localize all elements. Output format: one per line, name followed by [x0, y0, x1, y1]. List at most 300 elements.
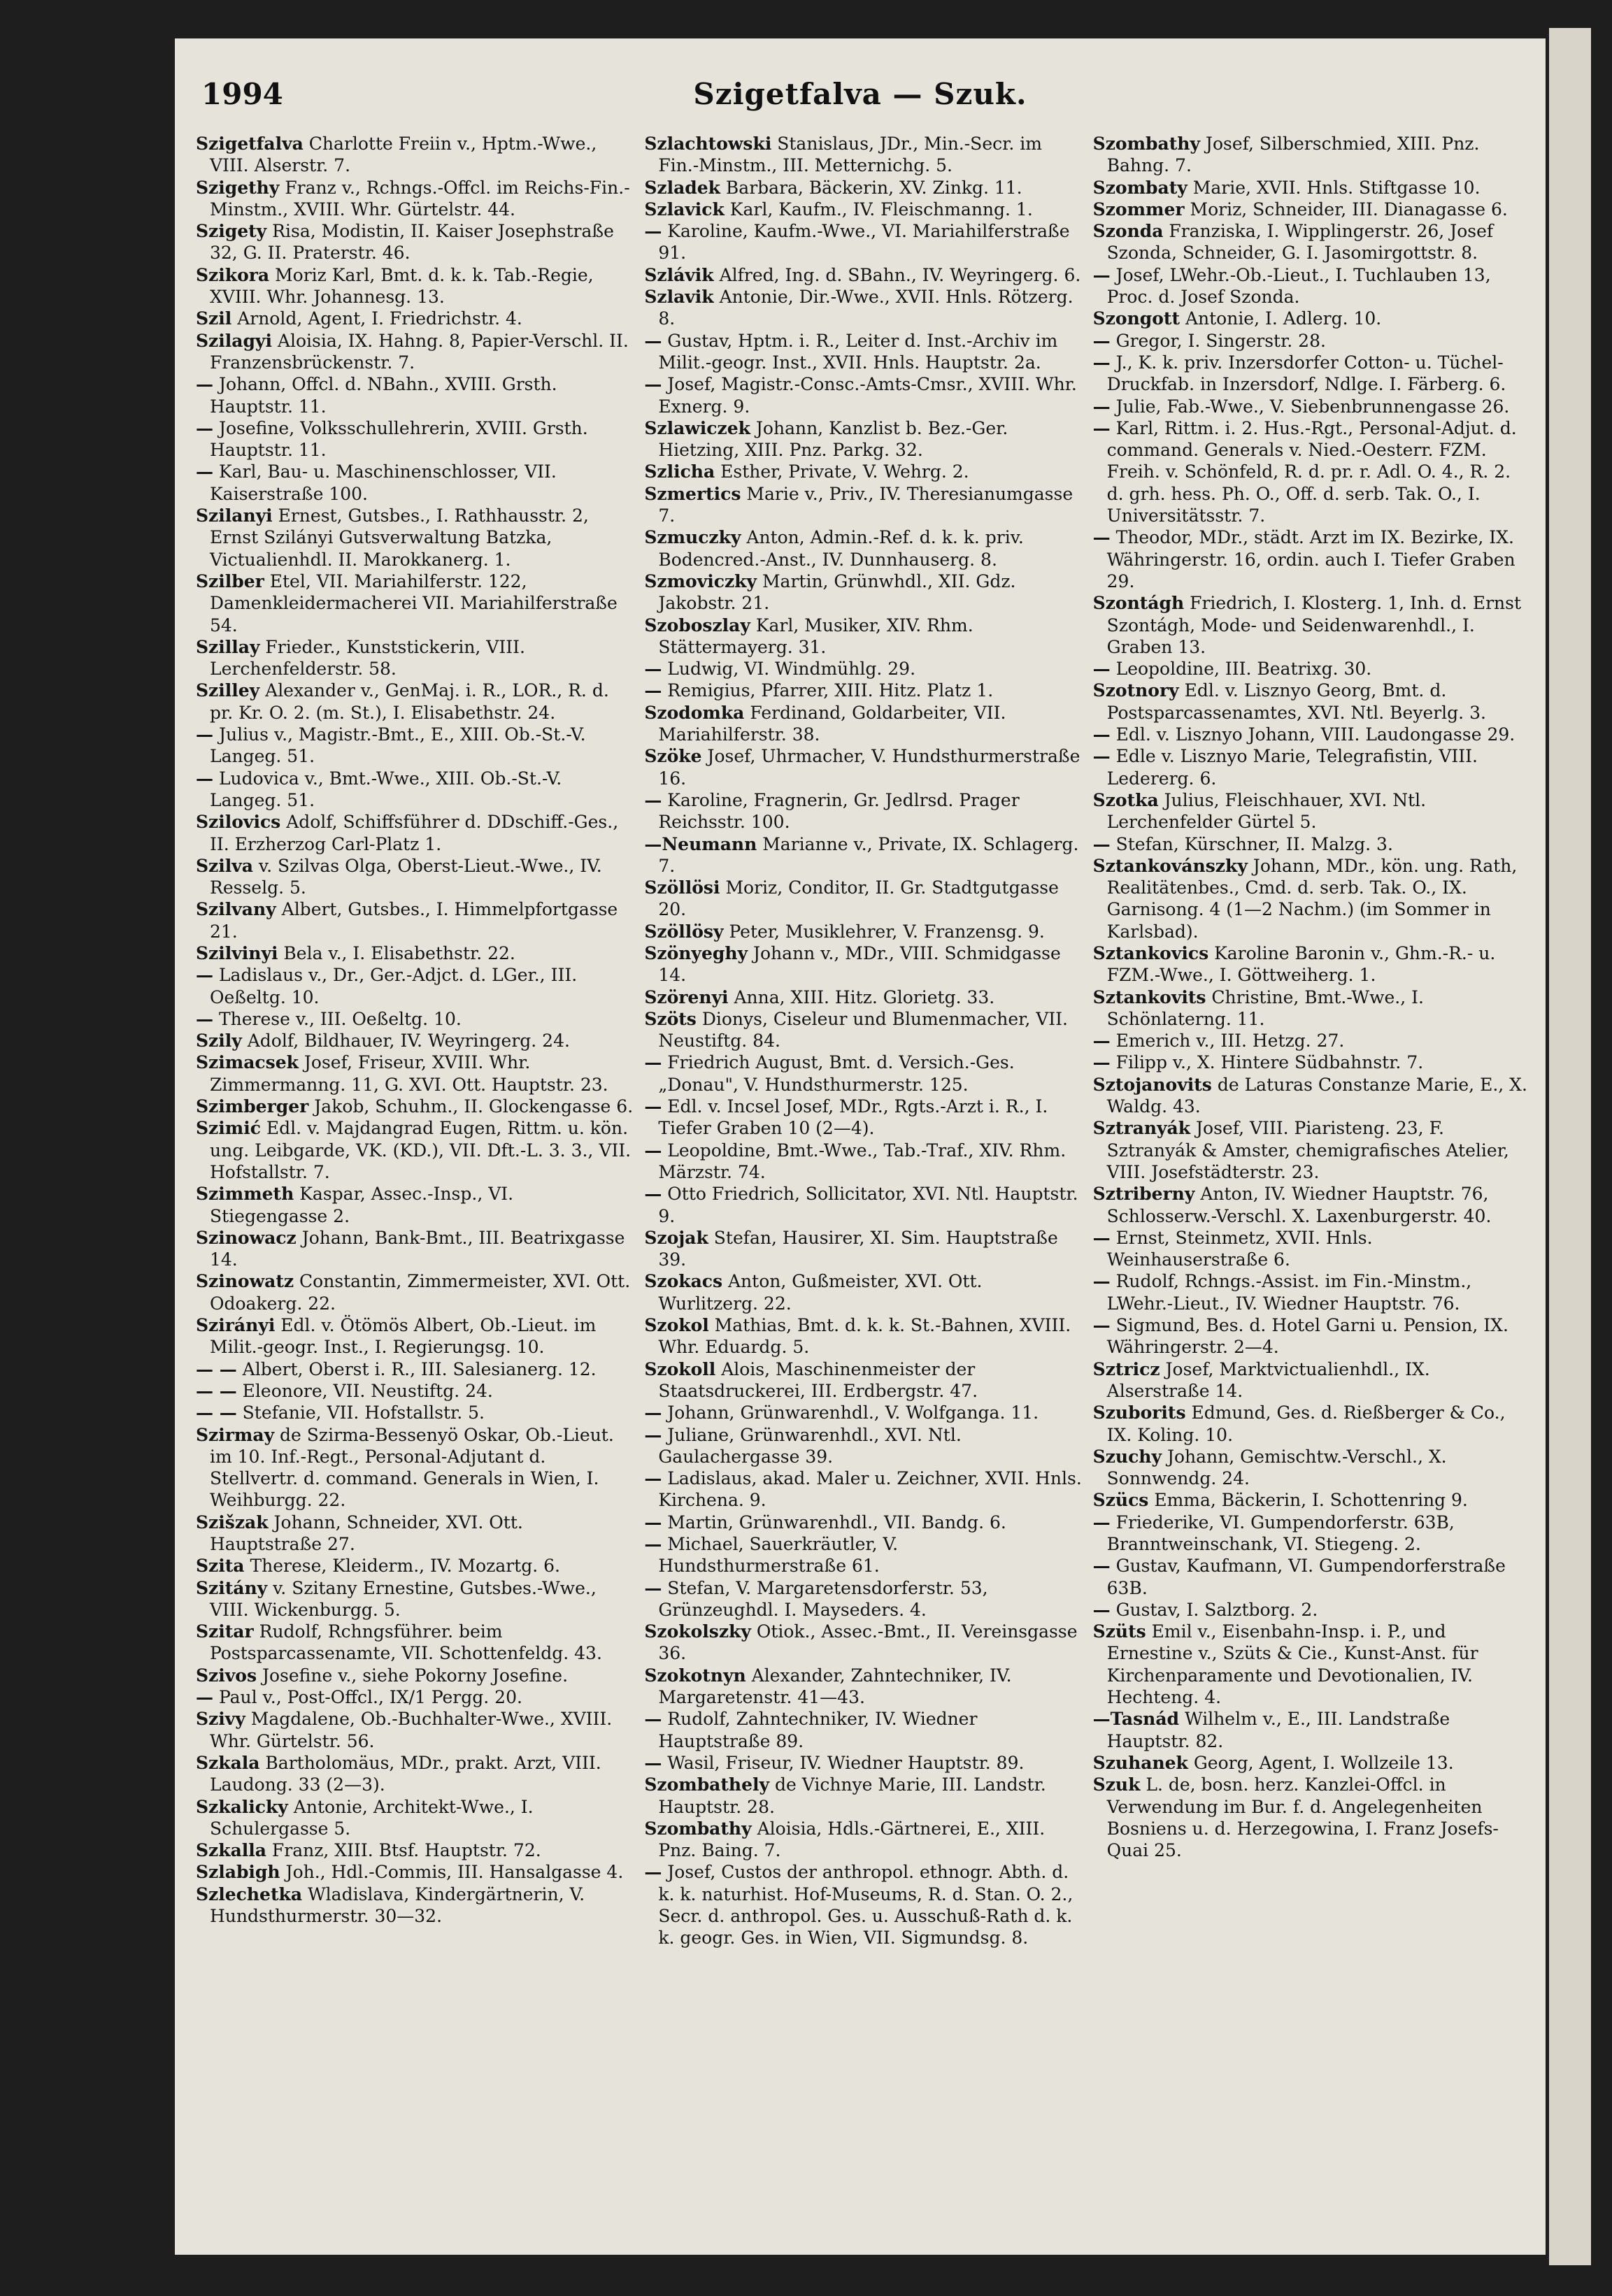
entry-details: Josef, Magistr.-Consc.-Amts-Cmsr., XVIII. Whr. Exnerg. 9. — [658, 374, 1077, 417]
entry-details: Anton, Admin.-Ref. d. k. k. priv. Bodencred.-Anst., IV. Dunnhauserg. 8. — [658, 527, 1024, 570]
entry-details: Moriz, Schneider, III. Dianagasse 6. — [1184, 199, 1508, 220]
entry-name: — — [196, 1008, 213, 1029]
entry-name: Szokol — [644, 1315, 709, 1336]
entry-name: — — [1092, 1599, 1111, 1620]
entry-details: Karl, Musiker, XIV. Rhm. Stättermayerg. 31. — [658, 615, 973, 657]
entry-name: — — [1092, 1315, 1111, 1336]
directory-entry — [1093, 1752, 1532, 1774]
entry-details: Josef, Friseur, XVIII. Whr. Zimmermanng. 11, G. XVI. Ott. Hauptstr. 23. — [210, 1052, 608, 1095]
entry-name: — — [644, 1184, 662, 1205]
page-number: 1994 — [201, 77, 283, 111]
entry-name: — — [1092, 1031, 1111, 1052]
entry-details: Edl. v. Majdangrad Eugen, Rittm. u. kön. ung. Leibgarde, VK. (KD.), VII. Dft.-L. 3. 3., VII. Hofstallstr. 7. — [210, 1118, 632, 1182]
entry-details: Therese v., III. Oeßeltg. 10. — [213, 1008, 462, 1029]
entry-details: Bartholomäus, MDr., prakt. Arzt, VIII. Laudong. 33 (2—3). — [210, 1752, 601, 1795]
entry-details: Gustav, I. Salztborg. 2. — [1110, 1599, 1318, 1620]
entry-details: Josef, Silberschmied, XIII. Pnz. Bahng. 7. — [1106, 134, 1480, 176]
entry-name: — — [1092, 396, 1111, 417]
directory-entry — [644, 877, 1083, 921]
directory-entry — [644, 658, 1083, 680]
entry-details: Mathias, Bmt. d. k. k. St.-Bahnen, XVIII. Whr. Eduardg. 5. — [658, 1315, 1071, 1358]
entry-details: Alexander, Zahntechniker, IV. Margaretenstr. 41—43. — [658, 1665, 1012, 1708]
entry-name: Szonda — [1092, 221, 1164, 242]
entry-name: — — [644, 1096, 662, 1117]
directory-entry — [1093, 199, 1532, 220]
directory-entry — [1093, 1117, 1532, 1183]
entry-details: Stefan, V. Margaretensdorferstr. 53, Grünzeughdl. I. Mayseders. 4. — [658, 1577, 988, 1620]
entry-details: Julius v., Magistr.-Bmt., E., XIII. Ob.-St.-V. Langeg. 51. — [210, 724, 586, 767]
directory-entry — [196, 1380, 634, 1402]
entry-name: Szinowacz — [196, 1227, 297, 1248]
directory-entry — [644, 986, 1083, 1008]
directory-entry — [1093, 658, 1532, 680]
entry-name: Szlachtowski — [644, 134, 772, 154]
directory-entry — [644, 1621, 1083, 1665]
directory-entry — [644, 483, 1083, 527]
directory-entry — [644, 417, 1083, 461]
directory-entry — [644, 1008, 1083, 1052]
entry-details: Ladislaus, akad. Maler u. Zeichner, XVII. Hnls. Kirchena. 9. — [658, 1468, 1082, 1511]
entry-details: Edle v. Lisznyo Marie, Telegrafistin, VIII. Ledererg. 6. — [1106, 746, 1478, 789]
directory-entry — [196, 177, 634, 221]
directory-entry — [1093, 352, 1532, 396]
directory-entry — [644, 1358, 1083, 1402]
entry-name: Szmuczky — [644, 527, 741, 548]
entry-details: Antonie, I. Adlerg. 10. — [1180, 308, 1382, 329]
entry-name: Szillay — [196, 636, 260, 657]
directory-entry — [644, 1424, 1083, 1468]
entry-details: Marie, XVII. Hnls. Stiftgasse 10. — [1187, 177, 1481, 198]
entry-details: Karl, Kaufm., IV. Fleischmanng. 1. — [724, 199, 1033, 220]
directory-entry — [644, 921, 1083, 942]
entry-details: Johann, Kanzlist b. Bez.-Ger. Hietzing, XIII. Pnz. Parkg. 32. — [658, 417, 1008, 461]
directory-entry — [196, 264, 634, 308]
entry-name: Szombaty — [1092, 177, 1187, 198]
entry-details: Edl. v. Incsel Josef, MDr., Rgts.-Arzt i. R., I. Tiefer Graben 10 (2—4). — [658, 1096, 1048, 1139]
directory-entry — [644, 1052, 1083, 1096]
entry-name: Szimacsek — [196, 1052, 299, 1073]
directory-entry — [196, 1621, 634, 1665]
entry-name: — — [644, 221, 662, 242]
entry-name: Szilovics — [196, 812, 281, 833]
entry-name: — — — [196, 1402, 237, 1423]
directory-entry — [1093, 526, 1532, 592]
directory-entry — [1093, 1446, 1532, 1490]
entry-name: — — [644, 1752, 662, 1773]
directory-entry — [644, 1183, 1083, 1227]
entry-details: Rudolf, Zahntechniker, IV. Wiedner Hauptstraße 89. — [658, 1709, 978, 1751]
directory-entry — [644, 833, 1083, 877]
directory-entry — [1093, 724, 1532, 745]
entry-name: Szilber — [196, 571, 264, 591]
directory-entry — [196, 1839, 634, 1861]
directory-entry — [196, 133, 634, 177]
entry-details: Johann, Gemischtw.-Verschl., X. Sonnwendg. 24. — [1106, 1446, 1447, 1489]
entry-name: Szigetfalva — [196, 134, 304, 154]
directory-entry — [196, 942, 634, 964]
text-columns — [196, 133, 1532, 2213]
entry-details: Leopoldine, Bmt.-Wwe., Tab.-Traf., XIV. Rhm. Märzstr. 74. — [658, 1140, 1067, 1182]
directory-entry — [196, 855, 634, 899]
entry-details: Martin, Grünwarenhdl., VII. Bandg. 6. — [662, 1512, 1006, 1533]
directory-entry — [1093, 592, 1532, 658]
entry-details: Friederike, VI. Gumpendorferstr. 63B, Branntweinschank, VI. Stiegeng. 2. — [1106, 1512, 1455, 1554]
entry-details: Edmund, Ges. d. Rießberger & Co., IX. Koling. 10. — [1106, 1402, 1506, 1445]
entry-name: Szokolszky — [644, 1621, 751, 1642]
column-middle — [644, 133, 1083, 2213]
entry-name: Szotka — [1092, 789, 1159, 810]
entry-details: de Vichnye Marie, III. Landstr. Hauptstr. 28. — [658, 1774, 1046, 1817]
entry-name: — — [644, 1512, 662, 1533]
directory-entry — [196, 1796, 634, 1840]
directory-entry — [644, 1314, 1083, 1358]
directory-entry — [644, 1270, 1083, 1314]
entry-name: — — [644, 1709, 662, 1730]
entry-details: v. Szitany Ernestine, Gutsbes.-Wwe., VIII. Wickenburgg. 5. — [210, 1577, 597, 1620]
entry-name: — — [644, 789, 662, 810]
entry-details: Franz v., Rchngs.-Offcl. im Reichs-Fin.-Minstm., XVIII. Whr. Gürtelstr. 44. — [210, 177, 630, 220]
entry-details: Moriz Karl, Bmt. d. k. k. Tab.-Regie, XVIII. Whr. Johannesg. 13. — [210, 264, 594, 308]
directory-entry — [196, 1861, 634, 1883]
entry-details: Karoline, Kaufm.-Wwe., VI. Mariahilferstraße 91. — [658, 221, 1070, 264]
entry-name: Szišzak — [196, 1512, 269, 1533]
entry-name: Szlávik — [644, 264, 714, 285]
entry-name: Szuborits — [1092, 1402, 1186, 1423]
entry-name: Szlavik — [644, 287, 714, 308]
entry-details: Otiok., Assec.-Bmt., II. Vereinsgasse 36. — [658, 1621, 1078, 1664]
entry-details: Arnold, Agent, I. Friedrichstr. 4. — [231, 308, 522, 329]
entry-name: Szüts — [1092, 1621, 1146, 1642]
directory-entry — [1093, 986, 1532, 1031]
entry-name: — — [644, 1052, 662, 1073]
entry-name: Szöllösy — [644, 921, 724, 942]
directory-entry — [644, 526, 1083, 571]
entry-details: Wilhelm v., E., III. Landstraße Hauptstr. 82. — [1106, 1709, 1450, 1751]
entry-details: Ladislaus v., Dr., Ger.-Adjct. d. LGer., III. Oeßeltg. 10. — [210, 965, 578, 1007]
directory-entry — [1093, 1708, 1532, 1752]
entry-details: Johann, Grünwarenhdl., V. Wolfganga. 11. — [662, 1402, 1039, 1423]
entry-details: Dionys, Ciseleur und Blumenmacher, VII. Neustiftg. 84. — [658, 1008, 1068, 1052]
entry-details: Josefine v., siehe Pokorny Josefine. — [257, 1665, 569, 1686]
directory-entry — [1093, 396, 1532, 417]
entry-name: — — [1092, 724, 1111, 745]
directory-entry — [1093, 1074, 1532, 1118]
directory-entry — [1093, 833, 1532, 855]
entry-details: Josefine, Volksschullehrerin, XVIII. Grsth. Hauptstr. 11. — [210, 417, 588, 461]
entry-details: Gregor, I. Singerstr. 28. — [1110, 330, 1326, 351]
entry-details: Josef, LWehr.-Ob.-Lieut., I. Tuchlauben 13, Proc. d. Josef Szonda. — [1106, 264, 1491, 308]
entry-name: — — [644, 1534, 662, 1554]
entry-name: Szimmeth — [196, 1184, 294, 1205]
entry-name: Szombathy — [1092, 134, 1200, 154]
entry-details: Christine, Bmt.-Wwe., I. Schönlaterng. 11. — [1106, 986, 1424, 1029]
entry-name: — — [644, 330, 662, 351]
entry-name: — — [644, 1424, 662, 1445]
directory-entry — [644, 133, 1083, 177]
directory-entry — [1093, 1358, 1532, 1402]
entry-details: Jakob, Schuhm., II. Glockengasse 6. — [308, 1096, 634, 1117]
entry-name: Sztranyák — [1092, 1118, 1191, 1139]
directory-entry — [1093, 1030, 1532, 1052]
directory-entry — [644, 1468, 1083, 1512]
entry-name: — — [1092, 417, 1111, 438]
directory-entry — [644, 1533, 1083, 1577]
entry-details: Anton, IV. Wiedner Hauptstr. 76, Schlosserw.-Verschl. X. Laxenburgerstr. 40. — [1106, 1184, 1492, 1226]
directory-entry — [196, 768, 634, 812]
entry-name: Szörenyi — [644, 986, 729, 1007]
directory-entry — [1093, 1270, 1532, 1314]
entry-name: Sztankovánszky — [1092, 855, 1248, 876]
entry-name: Szlawiczek — [644, 417, 750, 438]
entry-details: Friedrich August, Bmt. d. Versich.-Ges. „Donau", V. Hundsthurmerstr. 125. — [658, 1052, 1015, 1095]
directory-entry — [644, 615, 1083, 659]
directory-entry — [644, 1402, 1083, 1423]
directory-entry — [196, 417, 634, 461]
directory-entry — [644, 1708, 1083, 1752]
directory-entry — [196, 505, 634, 571]
entry-details: Georg, Agent, I. Wollzeile 13. — [1187, 1752, 1454, 1773]
entry-name: — — — [196, 1358, 237, 1379]
entry-name: — — [644, 1402, 662, 1423]
directory-entry — [644, 373, 1083, 417]
entry-name: Sztricz — [1092, 1358, 1160, 1379]
directory-entry — [196, 461, 634, 505]
entry-name: Szimić — [196, 1118, 261, 1139]
entry-details: Karoline Baronin v., Ghm.-R.- u. FZM.-Wwe., I. Göttweiherg. 1. — [1106, 942, 1496, 986]
entry-details: Michael, Sauerkräutler, V. Hundsthurmerstraße 61. — [658, 1534, 899, 1577]
entry-name: Szuhanek — [1092, 1752, 1188, 1773]
entry-details: Josef, Uhrmacher, V. Hundsthurmerstraße 16. — [658, 746, 1080, 789]
entry-name: Szöke — [644, 746, 702, 767]
directory-entry — [644, 1752, 1083, 1774]
entry-name: Szotnory — [1092, 680, 1179, 701]
entry-details: Edl. v. Lisznyo Georg, Bmt. d. Postsparcassenamtes, XVI. Ntl. Beyerlg. 3. — [1106, 680, 1486, 723]
entry-name: Szigety — [196, 221, 267, 242]
entry-details: Ludovica v., Bmt.-Wwe., XIII. Ob.-St.-V. Langeg. 51. — [210, 768, 562, 810]
entry-name: Szladek — [644, 177, 720, 198]
entry-details: Martin, Grünwhdl., XII. Gdz. Jakobstr. 21. — [658, 571, 1016, 614]
entry-details: Gustav, Kaufmann, VI. Gumpendorferstraße 63B. — [1106, 1556, 1506, 1598]
entry-details: Therese, Kleiderm., IV. Mozartg. 6. — [244, 1556, 560, 1577]
entry-name: — — [1092, 1271, 1111, 1292]
entry-details: Eleonore, VII. Neustiftg. 24. — [236, 1380, 493, 1401]
entry-name: Szkalicky — [196, 1796, 288, 1817]
directory-entry — [1093, 1183, 1532, 1227]
entry-name: — — [1092, 527, 1111, 548]
entry-details: Bela v., I. Elisabethstr. 22. — [278, 942, 515, 963]
entry-name: Szigethy — [196, 177, 280, 198]
entry-name: — — — [196, 1380, 237, 1401]
directory-entry — [644, 702, 1083, 746]
directory-entry — [1093, 1314, 1532, 1358]
entry-details: Otto Friedrich, Sollicitator, XVI. Ntl. Hauptstr. 9. — [658, 1184, 1078, 1226]
entry-details: Frieder., Kunststickerin, VIII. Lerchenfelderstr. 58. — [210, 636, 525, 680]
entry-name: Szoboszlay — [644, 615, 750, 636]
entry-name: Sztriberny — [1092, 1184, 1195, 1205]
entry-name: Szily — [196, 1031, 242, 1052]
directory-entry — [196, 1512, 634, 1556]
directory-entry — [644, 220, 1083, 264]
entry-details: Juliane, Grünwarenhdl., XVI. Ntl. Gaulachergasse 39. — [658, 1424, 962, 1467]
directory-entry — [196, 1030, 634, 1052]
directory-entry — [1093, 1052, 1532, 1073]
entry-name: Szlabigh — [196, 1862, 280, 1883]
directory-entry — [1093, 177, 1532, 199]
directory-entry — [196, 1314, 634, 1358]
entry-details: Ludwig, VI. Windmühlg. 29. — [662, 659, 916, 680]
directory-entry — [196, 898, 634, 942]
entry-details: Karl, Rittm. i. 2. Hus.-Rgt., Personal-Adjut. d. command. Generals v. Nied.-Oesterr. FZM. Freih. v. Schönfeld, R. d. pr. r. Adl. O. 4., R. 2. d. grh. hess. Ph. O., Off. d. serb. Tak. O., I. Universitätsstr. 7. — [1106, 417, 1517, 526]
entry-details: Emma, Bäckerin, I. Schottenring 9. — [1148, 1490, 1468, 1511]
entry-name: — — [1092, 264, 1111, 285]
directory-entry — [644, 177, 1083, 199]
entry-name: — — [1092, 352, 1111, 373]
entry-name: Szongott — [1092, 308, 1181, 329]
entry-name: Szojak — [644, 1227, 708, 1248]
directory-entry — [196, 373, 634, 417]
entry-name: Sztojanovits — [1092, 1074, 1212, 1095]
entry-name: — — [1092, 1227, 1111, 1248]
entry-details: Alois, Maschinenmeister der Staatsdruckerei, III. Erdbergstr. 47. — [658, 1358, 978, 1401]
directory-entry — [196, 724, 634, 768]
entry-name: — — [1092, 1512, 1111, 1533]
entry-details: Kaspar, Assec.-Insp., VI. Stiegengasse 2. — [210, 1184, 514, 1226]
entry-details: Julie, Fab.-Wwe., V. Siebenbrunnengasse 26. — [1110, 396, 1510, 417]
entry-details: Adolf, Bildhauer, IV. Weyringerg. 24. — [241, 1031, 570, 1052]
directory-entry — [644, 264, 1083, 286]
entry-details: Magdalene, Ob.-Buchhalter-Wwe., XVIII. Whr. Gürtelstr. 56. — [210, 1709, 613, 1751]
entry-name: Szokoll — [644, 1358, 716, 1379]
directory-entry — [644, 680, 1083, 701]
entry-name: — — [1092, 1052, 1111, 1073]
entry-name: Szodomka — [644, 702, 745, 723]
entry-name: Szuchy — [1092, 1446, 1162, 1467]
directory-entry — [1093, 1489, 1532, 1511]
directory-entry — [644, 1818, 1083, 1862]
entry-details: Remigius, Pfarrer, XIII. Hitz. Platz 1. — [662, 680, 994, 701]
entry-details: Albert, Gutsbes., I. Himmelpfortgasse 21. — [210, 899, 618, 942]
entry-name: — — [196, 461, 213, 482]
entry-name: Szombathy — [644, 1818, 752, 1839]
entry-name: Szilvany — [196, 899, 276, 920]
entry-name: — — [196, 374, 213, 395]
entry-name: Szuk — [1092, 1774, 1141, 1795]
directory-entry — [196, 1183, 634, 1227]
adjacent-page-edge — [1549, 28, 1591, 2265]
directory-entry — [644, 1512, 1083, 1533]
entry-details: Alfred, Ing. d. SBahn., IV. Weyringerg. 6. — [713, 264, 1081, 285]
entry-details: Esther, Private, V. Wehrg. 2. — [715, 461, 969, 482]
entry-details: Aloisia, IX. Hahng. 8, Papier-Verschl. II. Franzensbrückenstr. 7. — [210, 330, 629, 373]
entry-name: Szöts — [644, 1008, 697, 1029]
directory-entry — [1093, 220, 1532, 264]
directory-entry — [1093, 1402, 1532, 1446]
entry-name: Szokacs — [644, 1271, 723, 1292]
entry-name: Szontágh — [1092, 593, 1185, 614]
entry-details: Anton, Gußmeister, XVI. Ott. Wurlitzerg. 22. — [658, 1271, 983, 1314]
directory-entry — [644, 1577, 1083, 1621]
entry-details: Charlotte Freiin v., Hptm.-Wwe., VIII. Alserstr. 7. — [210, 134, 597, 176]
entry-name: Szombathely — [644, 1774, 770, 1795]
entry-details: Karl, Bau- u. Maschinenschlosser, VII. Kaiserstraße 100. — [210, 461, 557, 504]
column-left — [196, 133, 634, 2213]
directory-entry — [196, 308, 634, 329]
entry-details: J., K. k. priv. Inzersdorfer Cotton- u. Tüchel-Druckfab. in Inzersdorf, Ndlge. I. Färberg. 6. — [1106, 352, 1506, 395]
entry-name: Szirányi — [196, 1315, 276, 1336]
entry-name: Szkalla — [196, 1840, 266, 1861]
directory-entry — [644, 571, 1083, 615]
directory-entry — [644, 745, 1083, 789]
entry-name: — — [196, 417, 213, 438]
entry-name: Szivy — [196, 1709, 245, 1730]
entry-details: Antonie, Dir.-Wwe., XVII. Hnls. Rötzerg. 8. — [658, 287, 1074, 329]
entry-details: Rudolf, Rchngs.-Assist. im Fin.-Minstm., LWehr.-Lieut., IV. Wiedner Hauptstr. 76. — [1106, 1271, 1472, 1314]
entry-details: Franz, XIII. Btsf. Hauptstr. 72. — [266, 1840, 541, 1861]
directory-entry — [1093, 855, 1532, 942]
entry-name: Szilva — [196, 855, 253, 876]
entry-name: Szöllösi — [644, 877, 720, 898]
entry-name: — — [644, 1862, 662, 1883]
entry-details: v. Szilvas Olga, Oberst-Lieut.-Wwe., IV. Resselg. 5. — [210, 855, 602, 898]
entry-details: Constantin, Zimmermeister, XVI. Ott. Odoakerg. 22. — [210, 1271, 631, 1314]
entry-details: Leopoldine, III. Beatrixg. 30. — [1110, 659, 1372, 680]
entry-details: Risa, Modistin, II. Kaiser Josephstraße 32, G. II. Praterstr. 46. — [210, 221, 614, 264]
entry-name: Szita — [196, 1556, 245, 1577]
entry-details: Sigmund, Bes. d. Hotel Garni u. Pension, IX. Währingerstr. 2—4. — [1106, 1315, 1508, 1358]
entry-details: Marie v., Priv., IV. Theresianumgasse 7. — [658, 483, 1074, 526]
directory-entry — [196, 1096, 634, 1117]
entry-name: — — [644, 659, 662, 680]
directory-entry — [1093, 1512, 1532, 1556]
directory-entry — [196, 330, 634, 374]
entry-details: Josef, VIII. Piaristeng. 23, F. Sztranyák & Amster, chemigrafisches Atelier, VIII. Josefstädterstr. 23. — [1106, 1118, 1509, 1182]
entry-details: Albert, Oberst i. R., III. Salesianerg. 12. — [236, 1358, 597, 1379]
directory-entry — [196, 636, 634, 680]
directory-entry — [1093, 1774, 1532, 1861]
entry-details: Theodor, MDr., städt. Arzt im IX. Bezirke, IX. Währingerstr. 16, ordin. auch I. Tiefer Graben 29. — [1106, 527, 1515, 591]
directory-entry — [196, 680, 634, 724]
entry-details: Ernest, Gutsbes., I. Rathhausstr. 2, Ernst Szilányi Gutsverwaltung Batzka, Victualienhdl. II. Marokkanerg. 1. — [210, 505, 589, 570]
entry-details: Emil v., Eisenbahn-Insp. i. P., und Ernestine v., Szüts & Cie., Kunst-Anst. für Kirchenparamente und Devotionalien, IV. Hechteng. 4. — [1106, 1621, 1478, 1708]
entry-name: —Neumann — [644, 833, 757, 854]
entry-details: Johann, Schneider, XVI. Ott. Hauptstraße 27. — [210, 1512, 523, 1554]
entry-details: Stanislaus, JDr., Min.-Secr. im Fin.-Minstm., III. Metternichg. 5. — [658, 134, 1042, 176]
entry-name: — — [1092, 659, 1111, 680]
entry-details: Etel, VII. Mariahilferstr. 122, Damenkleidermacherei VII. Mariahilferstraße 54. — [210, 571, 618, 636]
directory-entry — [1093, 330, 1532, 352]
entry-details: Adolf, Schiffsführer d. DDschiff.-Ges., II. Erzherzog Carl-Platz 1. — [210, 812, 619, 854]
entry-name: Szönyeghy — [644, 942, 748, 963]
entry-details: Stefan, Kürschner, II. Malzg. 3. — [1110, 833, 1393, 854]
directory-entry — [1093, 745, 1532, 789]
directory-entry — [1093, 942, 1532, 986]
entry-details: Josef, Marktvictualienhdl., IX. Alserstraße 14. — [1106, 1358, 1430, 1401]
entry-name: — — [1092, 833, 1111, 854]
entry-details: Franziska, I. Wipplingerstr. 26, Josef Szonda, Schneider, G. I. Jasomirgottstr. 8. — [1106, 221, 1494, 264]
directory-entry — [1093, 789, 1532, 833]
directory-entry — [644, 1227, 1083, 1271]
entry-name: Szil — [196, 308, 232, 329]
entry-name: Szommer — [1092, 199, 1185, 220]
directory-entry — [196, 811, 634, 855]
entry-name: Szokotnyn — [644, 1665, 746, 1686]
entry-name: Szilley — [196, 680, 260, 701]
entry-name: Szimberger — [196, 1096, 309, 1117]
directory-entry — [644, 1774, 1083, 1818]
directory-entry — [1093, 1621, 1532, 1708]
entry-name: — — [196, 1687, 213, 1708]
entry-name: Sztankovits — [1092, 986, 1206, 1007]
